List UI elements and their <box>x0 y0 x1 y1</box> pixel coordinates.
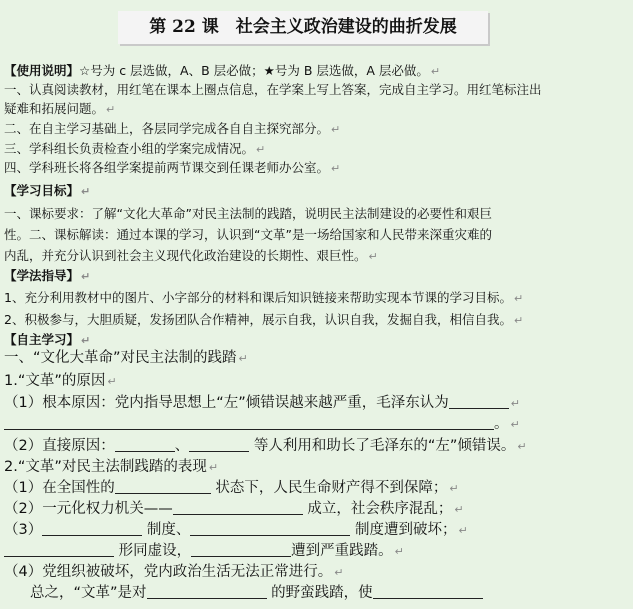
goals-line-3: 内乱，并充分认识到社会主义现代化政治建设的长期性、艰巨性。 ↵ <box>4 248 378 263</box>
return-mark: ↵ <box>368 250 378 263</box>
root-cause-line-2: 。 ↵ <box>4 414 520 435</box>
answer-blank[interactable] <box>4 542 114 557</box>
return-mark: ↵ <box>331 162 341 175</box>
method-line-2: 2、积极参与，大胆质疑，发扬团队合作精神，展示自我，认识自我，发掘自我，相信自我。 ↵ <box>4 312 524 327</box>
return-mark: ↵ <box>454 503 464 516</box>
section-1-title: 一、“文化大革命”对民主法制的践踏 ↵ <box>4 350 248 366</box>
answer-blank[interactable] <box>449 394 509 409</box>
expression-3-line: （3） 制度、 制度遭到破坏； ↵ <box>4 522 468 538</box>
answer-blank[interactable] <box>115 479 211 494</box>
return-mark: ↵ <box>517 440 527 453</box>
usage-line-3: 疑难和拓展问题。 ↵ <box>4 101 116 116</box>
usage-text-1: ☆号为 c 层选做，A、B 层必做；★号为 B 层选做，A 层必做。 <box>79 63 429 78</box>
section-1-2-title: 2.“文革”对民主法制践踏的表现 ↵ <box>4 459 219 475</box>
usage-line-4: 二、在自主学习基础上，各层同学完成各自自主探究部分。 ↵ <box>4 121 341 136</box>
goals-heading: 【学习目标】 ↵ <box>4 183 91 198</box>
section-1-1-title: 1.“文革”的原因 ↵ <box>4 373 117 389</box>
return-mark: ↵ <box>513 314 524 327</box>
return-mark: ↵ <box>394 545 404 558</box>
return-mark: ↵ <box>208 461 219 474</box>
return-mark: ↵ <box>510 418 520 431</box>
self-study-heading: 【自主学习】 ↵ <box>4 332 91 347</box>
return-mark: ↵ <box>513 292 524 305</box>
answer-blank[interactable] <box>191 542 291 557</box>
usage-line-1 <box>4 62 440 80</box>
return-mark: ↵ <box>81 334 91 347</box>
usage-line-2: 一、认真阅读教材，用红笔在课本上圈点信息，在学案上写上答案，完成自主学习。用红笔标注出 <box>4 82 542 97</box>
direct-cause-line: （2）直接原因： 、 等人利用和助长了毛泽东的“左”倾错误。 ↵ <box>4 438 527 454</box>
return-mark: ↵ <box>458 524 468 537</box>
expression-1-line: （1）在全国性的 状态下，人民生命财产得不到保障； ↵ <box>4 480 459 496</box>
return-mark: ↵ <box>81 185 91 198</box>
answer-blank[interactable] <box>42 521 142 536</box>
answer-blank[interactable] <box>115 437 175 452</box>
return-mark: ↵ <box>107 375 117 388</box>
summary-line: 总之，“文革”是对 的野蛮践踏，使 <box>30 583 483 603</box>
expression-3-line-2: 形同虚设， 遭到严重践踏。 ↵ <box>4 541 404 562</box>
expression-2-line: （2）一元化权力机关—— 成立，社会秩序混乱； ↵ <box>4 501 464 517</box>
return-mark: ↵ <box>256 143 266 156</box>
method-line-1: 1、充分利用教材中的图片、小字部分的材料和课后知识链接来帮助实现本节课的学习目标。 ↵ <box>4 290 524 305</box>
answer-blank[interactable] <box>173 500 303 515</box>
lesson-title: 第 22 课 社会主义政治建设的曲折发展 <box>118 11 488 44</box>
goals-line-2: 性。二、课标解读：通过本课的学习，认识到“文革”是一场给国家和人民带来深重灾难的 <box>4 227 492 242</box>
answer-blank[interactable] <box>373 584 483 599</box>
return-mark: ↵ <box>106 103 116 116</box>
usage-line-5: 三、学科组长负责检查小组的学案完成情况。 ↵ <box>4 141 266 156</box>
return-mark: ↵ <box>510 397 520 410</box>
answer-blank[interactable] <box>147 584 267 599</box>
return-mark: ↵ <box>430 65 441 78</box>
usage-line-6: 四、学科班长将各组学案提前两节课交到任课老师办公室。 ↵ <box>4 160 341 175</box>
answer-blank[interactable] <box>190 521 350 536</box>
expression-4-line: （4）党组织被破坏，党内政治生活无法正常进行。 ↵ <box>4 564 344 580</box>
answer-blank[interactable] <box>189 437 249 452</box>
root-cause-line: （1）根本原因：党内指导思想上“左”倾错误越来越严重，毛泽东认为 ↵ <box>4 395 520 411</box>
goals-line-1: 一、课标要求：了解“文化大革命”对民主法制的践踏，说明民主法制建设的必要性和艰巨 <box>4 206 492 221</box>
return-mark: ↵ <box>449 482 459 495</box>
return-mark: ↵ <box>331 123 341 136</box>
return-mark: ↵ <box>334 566 344 579</box>
usage-heading: 【使用说明】 <box>4 63 80 78</box>
return-mark: ↵ <box>81 270 91 283</box>
return-mark: ↵ <box>238 352 248 365</box>
method-heading: 【学法指导】 ↵ <box>4 268 91 283</box>
answer-blank[interactable] <box>4 415 494 430</box>
